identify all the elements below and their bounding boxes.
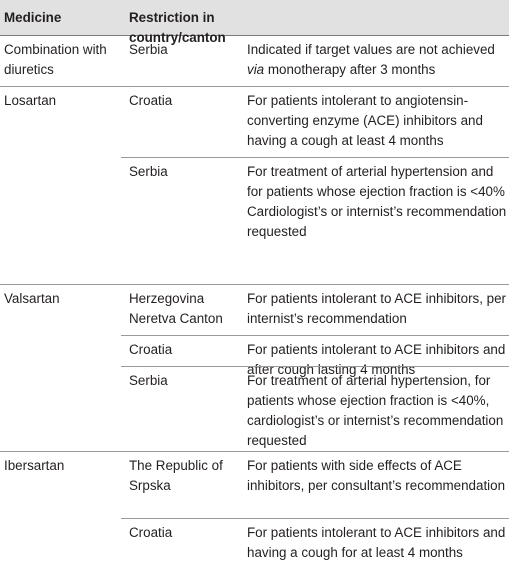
- country-cell: The Republic of Srpska: [129, 458, 223, 493]
- restriction-italic: via: [247, 62, 265, 77]
- restriction-tail: monotherapy after 3 months: [264, 62, 436, 77]
- restriction-cell: [247, 162, 509, 242]
- restriction-cell: For patients intolerant to ACE inhibitors and having a cough for at least 4 months: [247, 525, 506, 560]
- table-row: [121, 285, 509, 335]
- country-cell: Croatia: [129, 93, 173, 108]
- table-row: [121, 518, 509, 560]
- restriction-line: Cardiologist’s or internist’s recommendation requested: [247, 204, 507, 239]
- country-cell: Croatia: [129, 342, 173, 357]
- country-cell: Serbia: [129, 164, 168, 179]
- table-row: [121, 452, 509, 518]
- header-medicine: Medicine: [4, 10, 62, 25]
- restriction-line: For treatment of arterial hypertension and for patients whose ejection fraction is <40%: [247, 164, 505, 199]
- medicine-name: Losartan: [4, 93, 57, 108]
- table-row: [121, 366, 509, 450]
- header-restriction: Restriction in country/canton: [129, 10, 226, 45]
- country-cell: Serbia: [129, 42, 168, 57]
- table-row: [121, 87, 509, 157]
- restriction-line: Indicated if target values are not achieved: [247, 42, 495, 57]
- medicine-name: Ibersartan: [4, 458, 65, 473]
- table-row: [121, 36, 509, 86]
- country-cell: Serbia: [129, 373, 168, 388]
- medicine-name: Valsartan: [4, 291, 60, 306]
- table-header: [0, 0, 509, 45]
- restriction-cell: For patients with side effects of ACE inhibitors, per consultant’s recommendation: [247, 458, 506, 493]
- restriction-cell: For patients intolerant to ACE inhibitors and after cough lasting 4 months: [247, 342, 506, 377]
- table-row-group: [0, 87, 509, 285]
- table-row-group: [0, 285, 509, 452]
- restriction-cell: [247, 40, 509, 80]
- medicine-name: Combination with diuretics: [4, 42, 107, 77]
- restriction-cell: For treatment of arterial hypertension, for patients whose ejection fraction is <40%, cardiologist’s or internist’s recommendation requested: [247, 373, 504, 448]
- restriction-cell: For patients intolerant to ACE inhibitors, per internist’s recommendation: [247, 291, 507, 326]
- table-row-group: [0, 36, 509, 87]
- table-row: [121, 157, 509, 284]
- restriction-cell: For patients intolerant to angiotensin-converting enzyme (ACE) inhibitors and having a cough at least 4 months: [247, 93, 483, 148]
- country-cell: Croatia: [129, 525, 173, 540]
- table-row-group: [0, 452, 509, 558]
- table-row: [121, 335, 509, 377]
- country-cell: Herzegovina Neretva Canton: [129, 291, 223, 326]
